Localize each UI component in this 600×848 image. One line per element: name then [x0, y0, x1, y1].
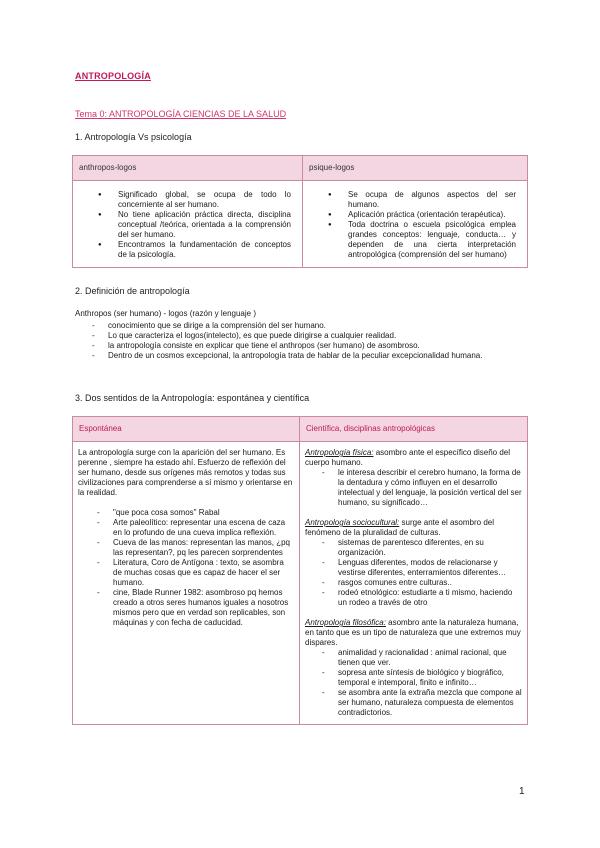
list-item: - rasgos comunes entre culturas..: [338, 578, 522, 588]
list-item: ● Encontramos la fundamentación de conceptos de la psicología.: [118, 240, 291, 260]
comparison-table: [72, 155, 528, 268]
filosofica-text: asombro ante la naturaleza humana, en tanto que es un tipo de naturaleza que une extremos muy dispares.: [305, 618, 521, 647]
list-item: ● Toda doctrina o escuela psicológica emplea grandes conceptos: lenguaje, conducta… y dependen de una cierta interpretación antropológica (comprensión del ser humano): [348, 220, 516, 260]
list-item: - cine, Blade Runner 1982: asombroso pq hemos creado a otros seres humanos iguales a nosotros mismos pero que en verdad son replicables, son máquinas y con fecha de caducidad.: [113, 588, 294, 628]
list-item: - rodeó etnológico: estudiarte a ti mismo, haciendo un rodeo a través de otro: [338, 588, 522, 608]
senses-table: [72, 416, 528, 725]
table-cell-anthropos: [73, 181, 303, 268]
list-item: - "que poca cosa somos" Rabal: [113, 508, 294, 518]
sociocultural-list: [305, 538, 522, 608]
table-header-espontanea: Espontánea: [73, 417, 300, 442]
section-2-heading: 2. Definición de antropología: [75, 286, 190, 296]
list-item: ● Significado global, se ocupa de todo lo concerniente al ser humano.: [118, 190, 291, 210]
sociocultural-text: surge ante el asombro del fenómeno de la pluralidad de culturas.: [305, 518, 495, 537]
list-item: - conocimiento que se dirige a la comprensión del ser humano.: [108, 321, 527, 331]
table-cell-espontanea: [73, 442, 300, 725]
table-cell-psique: [303, 181, 528, 268]
list-item: - se asombra ante la extraña mezcla que compone al ser humano, naturaleza compuesta de elementos contradictorios.: [338, 688, 522, 718]
table-header-psique: psique-logos: [303, 156, 528, 181]
fisica-intro: [305, 448, 522, 468]
fisica-list: [305, 468, 522, 508]
espontanea-intro: La antropología surge con la aparición del ser humano. Es perenne , siempre ha estado ahí. Esfuerzo de reflexión del ser humano, desde sus orígenes más remotos y todas sus civilizaciones para comprenderse a sí mismo y orientarse en la realidad.: [78, 448, 293, 497]
table-header-cientifica: Científica, disciplinas antropológicas: [300, 417, 528, 442]
list-item: - la antropología consiste en explicar que tiene el anthropos (ser humano) de asombroso.: [108, 341, 527, 351]
list-item: - Arte paleolítico: representar una escena de caza en lo profundo de una cueva implica reflexión.: [113, 518, 294, 538]
filosofica-intro: [305, 618, 522, 648]
list-item: ● Aplicación práctica (orientación terapéutica).: [348, 210, 516, 220]
list-item: - Cueva de las manos: representan las manos, ¿pq las representan?, pq les parecen sorprendentes: [113, 538, 294, 558]
espontanea-list: [78, 508, 294, 628]
list-item: - Lo que caracteriza el logos(intelecto), es que puede dirigirse a cualquier realidad.: [108, 331, 527, 341]
page-number: 1: [519, 786, 525, 797]
document-subtitle: Tema 0: ANTROPOLOGÍA CIENCIAS DE LA SALUD: [75, 109, 287, 119]
table-header-anthropos: anthropos-logos: [73, 156, 303, 181]
list-item: ● No tiene aplicación práctica directa, disciplina conceptual /teórica, orientada a la comprensión del ser humano.: [118, 210, 291, 240]
list-item: - sistemas de parentesco diferentes, en su organización.: [338, 538, 522, 558]
sociocultural-intro: [305, 518, 522, 538]
definition-list: [75, 321, 527, 361]
document-title: ANTROPOLOGÍA: [75, 71, 151, 81]
list-item: - sopresa ante síntesis de biológico y biográfico, temporal e intemporal, finito e infinito…: [338, 668, 522, 688]
fisica-text: asombro ante el específico diseño del cuerpo humano.: [305, 448, 511, 467]
fisica-label: Antropología física:: [305, 448, 374, 457]
list-item: - Literatura, Coro de Antígona : texto, se asombra de muchas cosas que es capaz de hacer el ser humano.: [113, 558, 294, 588]
section-1-heading: 1. Antropología Vs psicología: [75, 132, 192, 142]
section-3-heading: 3. Dos sentidos de la Antropología: espontánea y científica: [75, 393, 310, 403]
table-cell-cientifica: [300, 442, 528, 725]
filosofica-label: Antropología filosófica:: [305, 618, 386, 627]
definition-block: [75, 309, 527, 361]
list-item: - Dentro de un cosmos excepcional, la antropología trata de hablar de la peculiar excepcionalidad humana.: [108, 351, 527, 361]
list-item: ● Se ocupa de algunos aspectos del ser humano.: [348, 190, 516, 210]
list-item: - Lenguas diferentes, modos de relacionarse y vestirse diferentes, enterramientos diferentes…: [338, 558, 522, 578]
definition-intro: Anthropos (ser humano) - logos (razón y lenguaje ): [75, 309, 256, 318]
filosofica-list: [305, 648, 522, 718]
sociocultural-label: Antropología sociocultural:: [305, 518, 400, 527]
list-item: - animalidad y racionalidad : animal racional, que tienen que ver.: [338, 648, 522, 668]
list-item: - le interesa describir el cerebro humano, la forma de la dentadura y cómo influyen en el desarrollo intelectual y del lenguaje, la posición vertical del ser humano, su significado…: [338, 468, 522, 508]
